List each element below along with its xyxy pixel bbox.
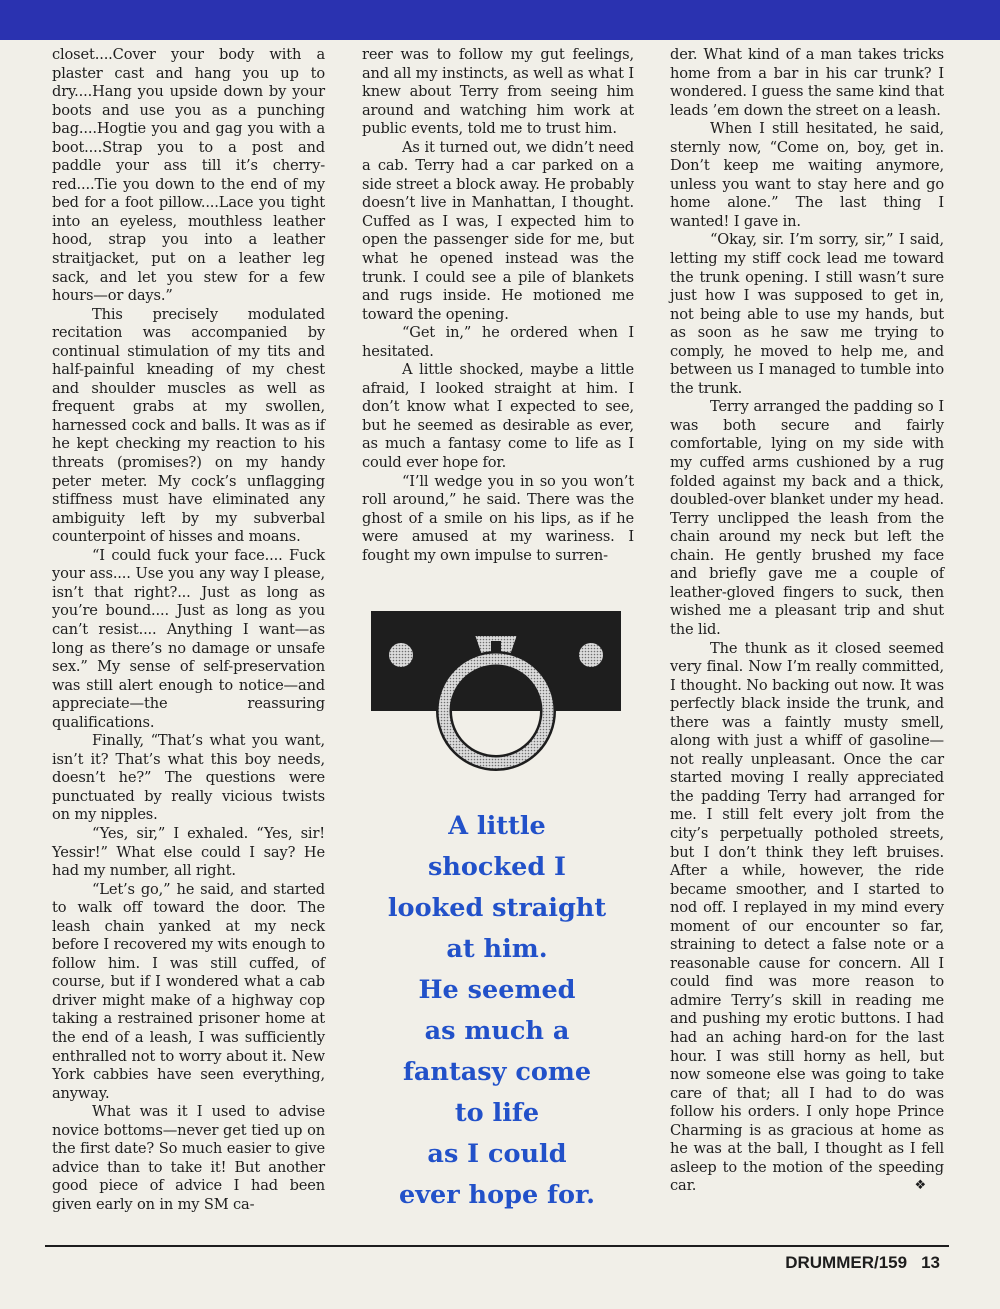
page-number: 13	[921, 1253, 940, 1272]
paragraph: “Let’s go,” he said, and started to walk off toward the door. The leash chain yanked at my neck before I recovered my wits enough to follow him. I was still cuffed, of course, but if I wondered what a cab driver might make of a highway cop taking a restrained prisoner home at the end of a leash, I was sufficiently enthralled not to worry about it. New York cabbies have seen everything, anyway.	[52, 880, 325, 1102]
paragraph	[670, 640, 944, 1196]
paragraph-text: The thunk as it closed seemed very final. Now I’m really committed, I thought. No backing out now. It was perfectly black inside the trunk, and there was a faintly musty smell, along with just a whiff of gasoline—not really unpleasant. Once the car started moving I really appreciated the padding Terry had arranged for me. I still felt every jolt from the city’s perpetually potholed streets, but I don’t think they left bruises. After a while, however, the ride became smoother, and I started to nod off. I replayed in my mind every moment of our encounter so far, straining to detect a false note or a reasonable cause for concern. All I could find was more reason to admire Terry’s skill in reading me and pushing my erotic buttons. I had had an aching hard-on for the last hour. I was still horny as hell, but now someone else was going to take care of that; all I had to do was follow his orders. I only hope Prince Charming is as gracious at home as he was at the ball, I thought as I fell asleep to the motion of the speeding car.	[670, 639, 944, 1195]
pull-quote-line: He seemed	[418, 975, 576, 1005]
pull-quote	[366, 806, 628, 1216]
paragraph: What was it I used to advise novice bottoms—never get tied up on the first date? So much easier to give advice than to take it! But another good piece of advice I had been given early on in my SM ca-	[52, 1103, 325, 1213]
top-color-bar	[0, 0, 1000, 40]
paragraph: When I still hesitated, he said, sternly now, “Come on, boy, get in. Don’t keep me waiting anymore, unless you want to stay here and go home alone.” The last thing I wanted! I gave in.	[670, 120, 944, 230]
paragraph: As it turned out, we didn’t need a cab. Terry had a car parked on a side street a block away. He probably doesn’t live in Manhattan, I thought. Cuffed as I was, I expected him to open the passenger side for me, but what he opened instead was the trunk. I could see a pile of blankets and rugs inside. He motioned me toward the opening.	[362, 138, 635, 323]
pull-quote-line: as much a	[424, 1016, 570, 1046]
paragraph: “I’ll wedge you in so you won’t roll around,” he said. There was the ghost of a smile on his lips, as if he were amused at my wariness. I fought my own impulse to surren-	[362, 472, 634, 564]
paragraph: “Yes, sir,” I exhaled. “Yes, sir! Yessir!” What else could I say? He had my number, all right.	[52, 824, 325, 880]
paragraph: This precisely modulated recitation was accompanied by continual stimulation of my tits and half-painful kneading of my chest and shoulder muscles as well as frequent grabs at my swollen, harnessed cock and balls. It was as if he kept checking my reaction to his threats (promises?) on my handy peter meter. My cock’s unflagging stiffness must have eliminated any ambiguity left by my subverbal counterpoint of hisses and moans.	[52, 305, 325, 546]
pull-quote-line: A little	[448, 811, 546, 841]
paragraph: “I could fuck your face.... Fuck your ass.... Use you any way I please, isn’t that right?... Just as long as you’re bound.... Just as long as you can’t resist.... Anything I want—as long as there’s no damage or unsafe sex.” My sense of self-preservation was still alert enough to notice—and appreciate—the reassuring qualifications.	[52, 546, 325, 731]
paragraph: der. What kind of a man takes tricks home from a bar in his car trunk? I wondered. I guess the same kind that leads ’em down the street on a leash.	[670, 46, 944, 119]
page-footer	[785, 1253, 940, 1273]
pull-quote-line: looked straight	[387, 893, 607, 923]
paragraph: “Get in,” he ordered when I hesitated.	[362, 324, 634, 360]
paragraph: reer was to follow my gut feelings, and all my instincts, as well as what I knew about Terry from seeing him around and watching him work at public events, told me to trust him.	[362, 46, 634, 138]
pull-quote-line: at him.	[446, 934, 548, 964]
pull-quote-line: ever hope for.	[398, 1180, 595, 1210]
article-column-1	[52, 46, 325, 1214]
article-column-3	[670, 46, 944, 1196]
pull-quote-line: shocked I	[428, 852, 566, 882]
end-of-article-mark: ❖	[914, 1178, 926, 1194]
magazine-issue: DRUMMER/159	[785, 1253, 908, 1272]
article-column-2	[362, 46, 634, 565]
leather-strap-ring-ornament	[371, 611, 621, 776]
footer-rule	[45, 1245, 949, 1247]
paragraph: Finally, “That’s what you want, isn’t it? That’s what this boy needs, doesn’t he?” The questions were punctuated by really vicious twists on my nipples.	[52, 732, 325, 824]
pull-quote-line: as I could	[427, 1139, 567, 1169]
pull-quote-line: to life	[454, 1098, 540, 1128]
paragraph: closet....Cover your body with a plaster cast and hang you up to dry....Hang you upside down by your boots and use you as a punching bag....Hogtie you and gag you with a boot....Strap you to a post and paddle your ass till it’s cherry-red....Tie you down to the end of my bed for a foot pillow....Lace you tight into an eyeless, mouthless leather hood, strap you into a leather straitjacket, put on a leather leg sack, and let you stew for a few hours—or days.”	[52, 46, 325, 305]
paragraph: “Okay, sir. I’m sorry, sir,” I said, letting my stiff cock lead me toward the trunk opening. I still wasn’t sure just how I was supposed to get in, not being able to use my hands, but as soon as he saw me trying to comply, he moved to help me, and between us I managed to tumble into the trunk.	[670, 231, 944, 397]
paragraph: A little shocked, maybe a little afraid, I looked straight at him. I don’t know what I expected to see, but he seemed as desirable as ever, as much a fantasy come to life as I could ever hope for.	[362, 361, 634, 472]
paragraph: Terry arranged the padding so I was both secure and fairly comfortable, lying on my side with my cuffed arms cushioned by a rug folded against my back and a thick, doubled-over blanket under my head. Terry unclipped the leash from the chain around my neck but left the chain. He gently brushed my face and briefly gave me a couple of leather-gloved fingers to suck, then wished me a pleasant trip and shut the lid.	[670, 398, 944, 638]
pull-quote-line: fantasy come	[402, 1057, 592, 1087]
